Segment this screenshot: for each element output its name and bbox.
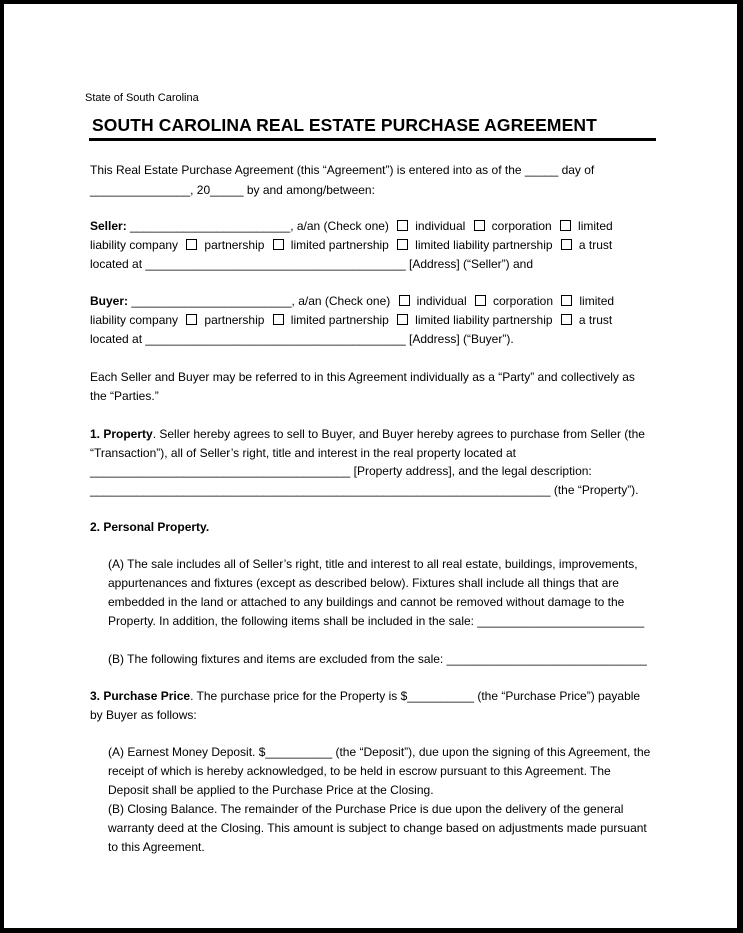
seller-line-2	[90, 236, 612, 255]
option-label: limited liability partnership	[415, 238, 553, 252]
document-page	[4, 4, 737, 928]
section1-line-4: _____________________________________________________________________ (the “Property”).	[90, 483, 639, 497]
option-label: limited partnership	[290, 313, 389, 327]
section3-a-line-3: Deposit shall be applied to the Purchase Price at the Closing.	[108, 783, 434, 797]
option-label: a trust	[578, 238, 613, 252]
buyer-trust-checkbox[interactable]	[561, 314, 572, 325]
buyer-line-2	[90, 311, 612, 330]
buyer-corporation-checkbox[interactable]	[475, 295, 486, 306]
buyer-llc-checkbox[interactable]	[561, 295, 572, 306]
buyer-address-line: located at _______________________________________ [Address] (“Buyer”).	[90, 332, 514, 346]
seller-line-1	[90, 217, 613, 236]
seller-partnership-checkbox[interactable]	[186, 239, 197, 250]
buyer-individual-checkbox[interactable]	[399, 295, 410, 306]
state-label: State of South Carolina	[85, 92, 199, 104]
option-label: a trust	[578, 313, 613, 327]
section3-heading: 3. Purchase Price	[90, 689, 191, 703]
option-label: corporation	[491, 219, 552, 233]
section2-a-line-3: embedded in the land or attached to any buildings and cannot be removed without damage to the	[108, 595, 625, 609]
section3-line-1	[90, 687, 640, 706]
buyer-label: Buyer:	[90, 294, 129, 308]
section2-heading-text: 2. Personal Property.	[90, 520, 210, 534]
section1-text: . Seller hereby agrees to sell to Buyer, and Buyer hereby agrees to purchase from Seller (the	[152, 427, 645, 441]
document-title: SOUTH CAROLINA REAL ESTATE PURCHASE AGREEMENT	[92, 115, 597, 135]
section1-line-1	[90, 425, 645, 444]
seller-llp-checkbox[interactable]	[397, 239, 408, 250]
buyer-limited-partnership-checkbox[interactable]	[273, 314, 284, 325]
option-label: limited	[578, 219, 613, 233]
section3-a-line-1: (A) Earnest Money Deposit. $__________ (the “Deposit”), due upon the signing of this Agreement, the	[108, 745, 651, 759]
intro-line-2: _______________, 20_____ by and among/between:	[90, 183, 375, 197]
section3-b-line-3: to this Agreement.	[108, 840, 205, 854]
option-label: individual	[416, 294, 467, 308]
seller-trust-checkbox[interactable]	[561, 239, 572, 250]
buyer-line-1	[90, 292, 614, 311]
option-label: partnership	[204, 313, 265, 327]
buyer-name-blank: ________________________, a/an (Check one)	[128, 294, 391, 308]
seller-corporation-checkbox[interactable]	[474, 220, 485, 231]
option-label: liability company	[90, 238, 179, 252]
option-label: limited partnership	[290, 238, 389, 252]
seller-label: Seller:	[90, 219, 127, 233]
option-label: liability company	[90, 313, 179, 327]
section1-line-2: “Transaction”), all of Seller’s right, title and interest in the real property located at	[90, 446, 516, 460]
parties-line-1: Each Seller and Buyer may be referred to in this Agreement individually as a “Party” and collectively as	[90, 370, 635, 384]
section2-a-line-1: (A) The sale includes all of Seller’s right, title and interest to all real estate, buildings, improvements,	[108, 557, 638, 571]
title-rule	[89, 138, 656, 141]
option-label: corporation	[492, 294, 554, 308]
section2-heading	[90, 518, 209, 537]
seller-name-blank: ________________________, a/an (Check one)	[126, 219, 389, 233]
section3-line-2: by Buyer as follows:	[90, 708, 197, 722]
seller-address-line: located at _______________________________________ [Address] (“Seller”) and	[90, 257, 534, 271]
section3-b-line-1: (B) Closing Balance. The remainder of the Purchase Price is due upon the delivery of the general	[108, 802, 624, 816]
section3-text: . The purchase price for the Property is $__________ (the “Purchase Price”) payable	[190, 689, 641, 703]
section1-heading: 1. Property	[90, 427, 153, 441]
seller-individual-checkbox[interactable]	[397, 220, 408, 231]
buyer-partnership-checkbox[interactable]	[186, 314, 197, 325]
option-label: partnership	[204, 238, 265, 252]
parties-line-2: the “Parties.”	[90, 389, 159, 403]
section2-a-line-2: appurtenances and fixtures (except as described below). Fixtures shall include all things that are	[108, 576, 619, 590]
option-label: limited	[579, 294, 615, 308]
seller-llc-checkbox[interactable]	[560, 220, 571, 231]
intro-line-1: This Real Estate Purchase Agreement (this “Agreement”) is entered into as of the _____ day of	[90, 163, 595, 177]
section2-b-line-1: (B) The following fixtures and items are excluded from the sale: ______________________________	[108, 652, 647, 666]
option-label: limited liability partnership	[415, 313, 553, 327]
section3-a-line-2: receipt of which is hereby acknowledged, to be held in escrow pursuant to this Agreement. The	[108, 764, 611, 778]
option-label: individual	[415, 219, 466, 233]
section2-a-line-4: Property. In addition, the following items shall be included in the sale: _________________________	[108, 614, 645, 628]
section1-line-3: _______________________________________ [Property address], and the legal description:	[90, 464, 592, 478]
section3-b-line-2: warranty deed at the Closing. This amount is subject to change based on adjustments made pursuant	[108, 821, 647, 835]
buyer-llp-checkbox[interactable]	[397, 314, 408, 325]
seller-limited-partnership-checkbox[interactable]	[273, 239, 284, 250]
